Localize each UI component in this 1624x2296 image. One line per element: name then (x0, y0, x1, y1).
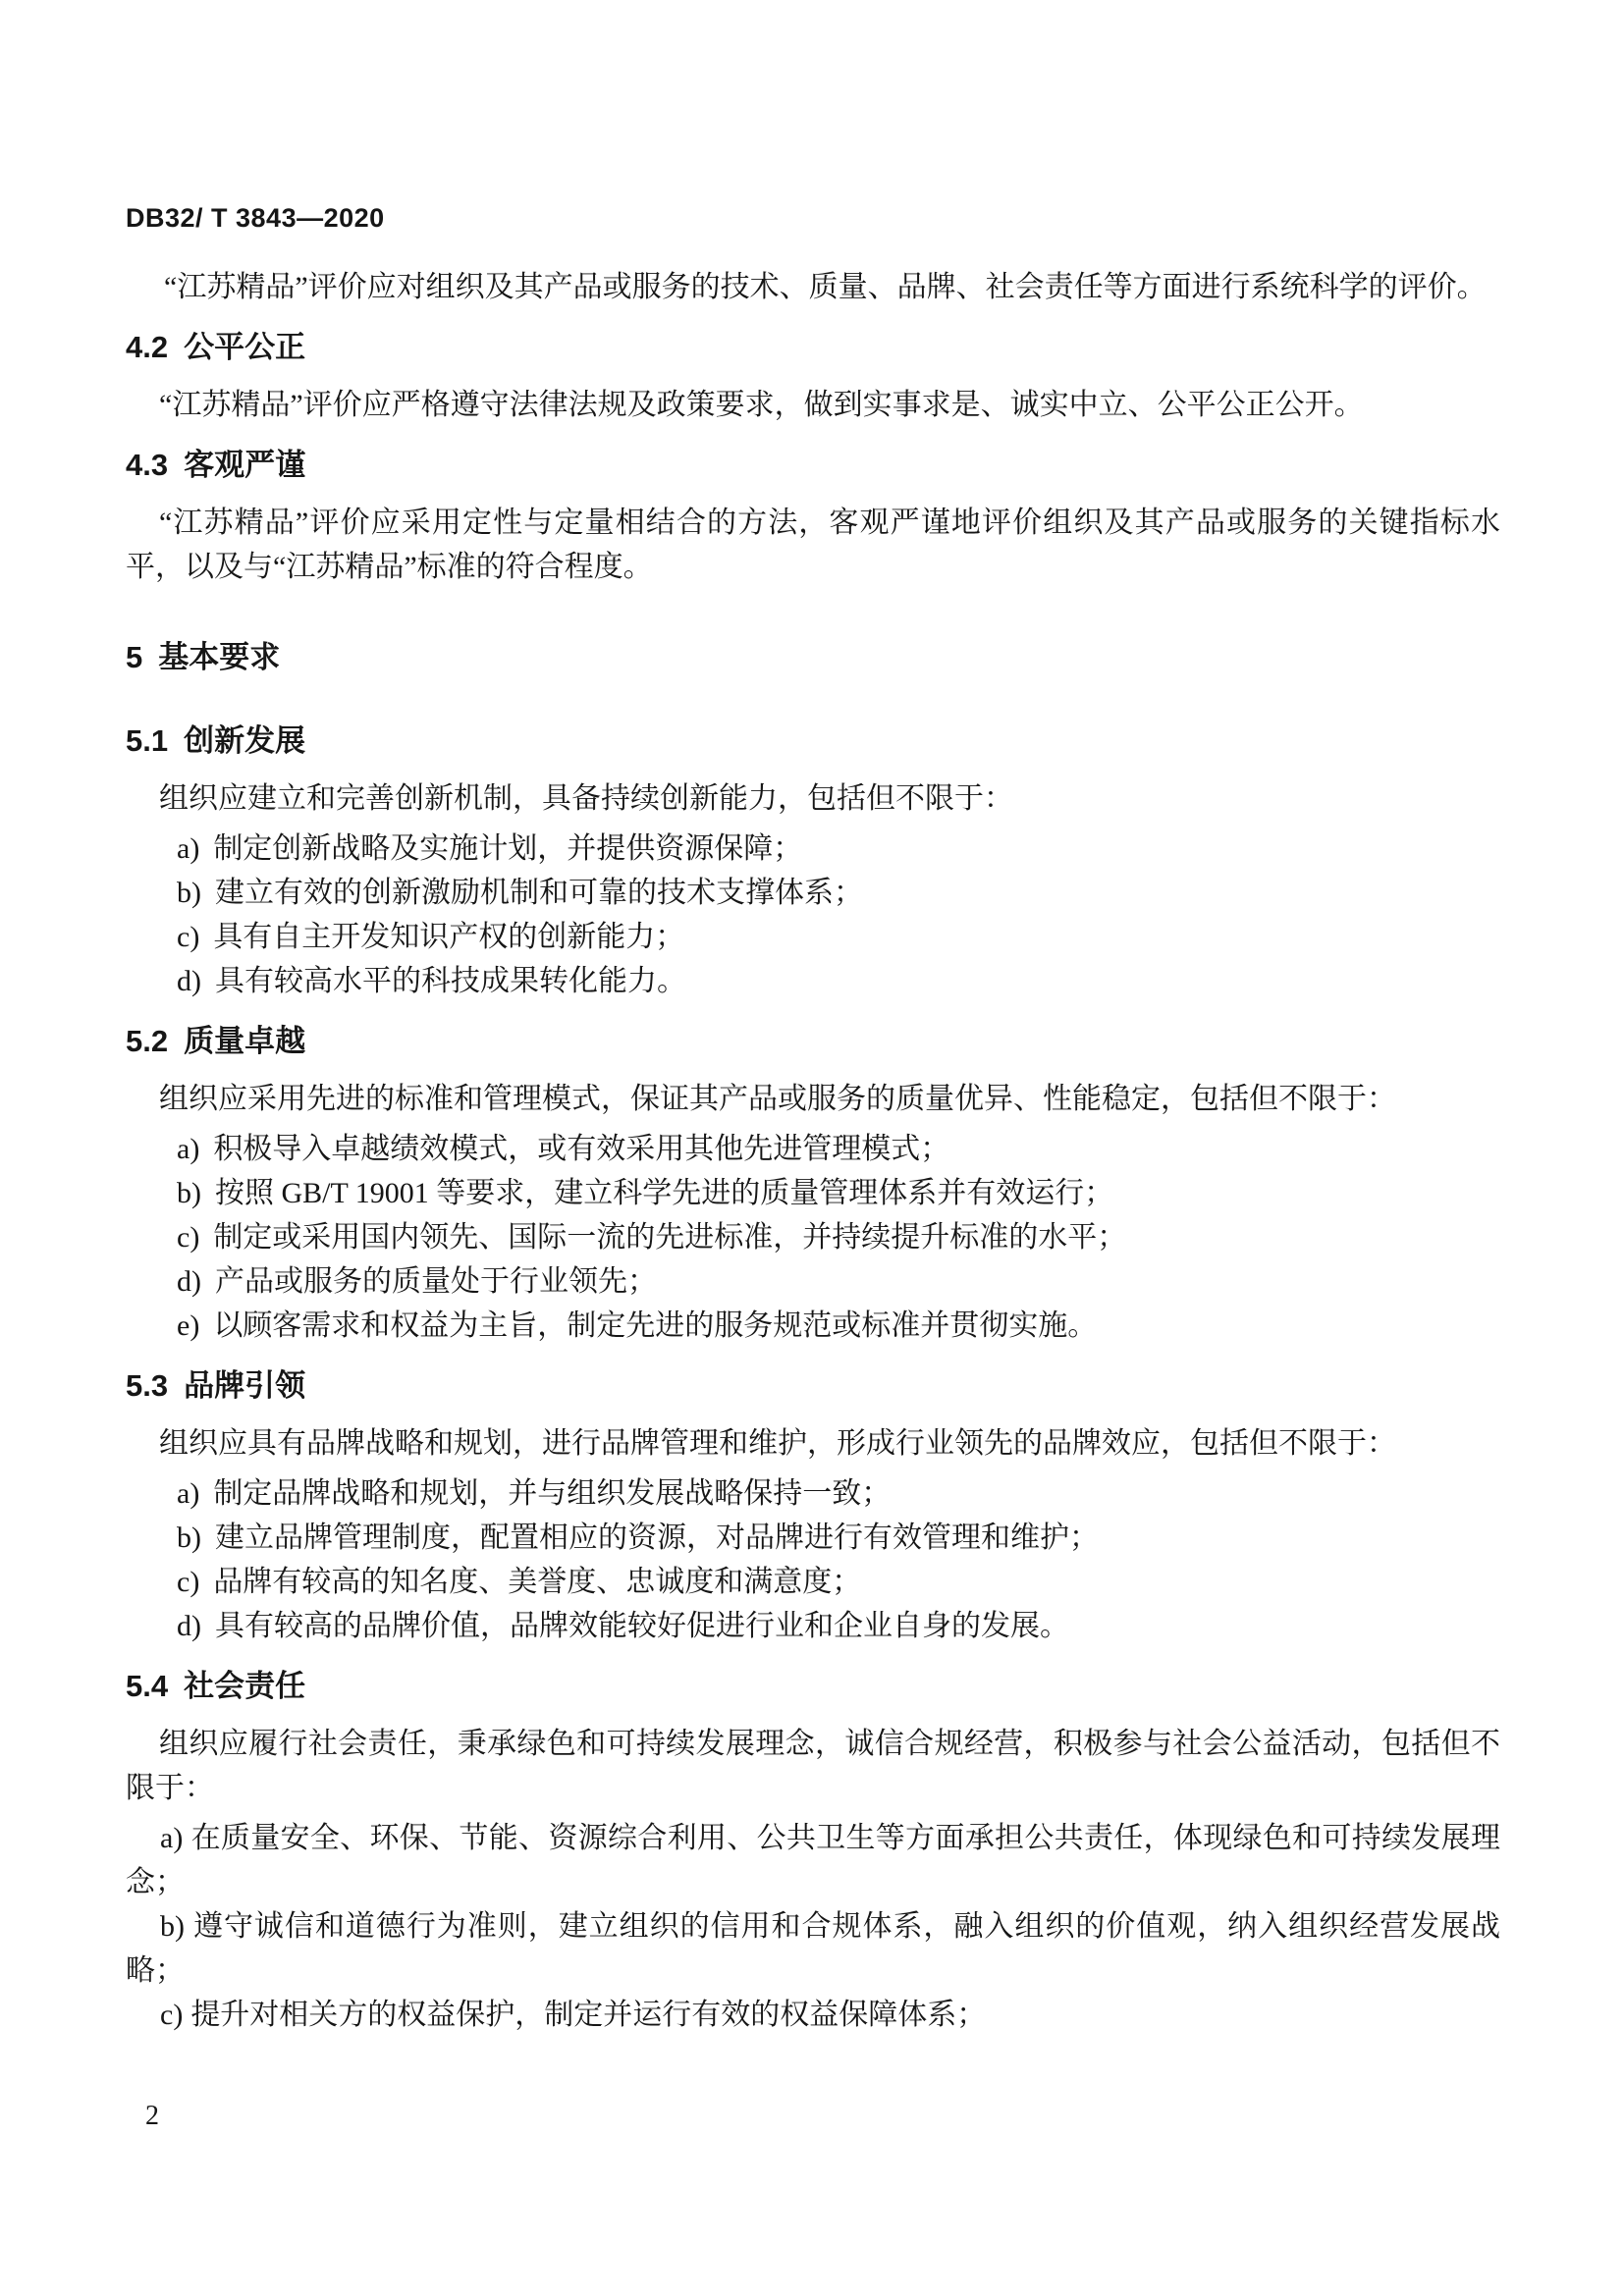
list-item (126, 1259, 1500, 1304)
item-label: b) (177, 877, 201, 909)
lead-paragraph: “江苏精品”评价应对组织及其产品或服务的技术、质量、品牌、社会责任等方面进行系统科学的评价。 (164, 271, 1487, 303)
section-paragraph: “江苏精品”评价应采用定性与定量相结合的方法，客观严谨地评价组织及其产品或服务的关键指标水平，以及与“江苏精品”标准的符合程度。 (126, 507, 1500, 583)
item-text: 具有较高的品牌价值，品牌效能较好促进行业和企业自身的发展。 (215, 1610, 1069, 1642)
item-text: 制定或采用国内领先、国际一流的先进标准，并持续提升标准的水平； (213, 1221, 1127, 1254)
item-label: c) (177, 921, 200, 953)
list-item (126, 1560, 1500, 1604)
chapter-number: 5 (126, 640, 143, 674)
section-heading-5-4 (126, 1664, 1500, 1708)
list-item (126, 915, 1500, 959)
list-5-2 (126, 1127, 1500, 1348)
list-item (126, 1993, 1500, 2037)
list-item (126, 1171, 1500, 1215)
section-heading-5-2 (126, 1019, 1500, 1063)
section-heading-4-2 (126, 325, 1500, 369)
list-item (126, 959, 1500, 1003)
section-heading-5-1 (126, 719, 1500, 763)
list-item (126, 1604, 1500, 1648)
item-label: c) (160, 1999, 184, 2031)
item-label: c) (177, 1566, 200, 1598)
item-label: a) (160, 1822, 184, 1854)
section-title: 客观严谨 (184, 448, 306, 482)
section-number: 5.1 (126, 723, 169, 758)
chapter-title: 基本要求 (158, 640, 281, 674)
item-label: b) (177, 1177, 201, 1209)
section-number: 5.3 (126, 1368, 169, 1403)
item-text: 建立有效的创新激励机制和可靠的技术支撑体系； (215, 877, 863, 909)
list-5-3 (126, 1471, 1500, 1648)
section-title: 公平公正 (184, 330, 306, 364)
section-title: 品牌引领 (184, 1368, 306, 1403)
item-label: d) (177, 1265, 201, 1298)
item-text: 提升对相关方的权益保护，制定并运行有效的权益保障体系； (190, 1999, 987, 2031)
list-item (126, 1516, 1500, 1560)
list-item (126, 1471, 1500, 1516)
section-title: 社会责任 (184, 1669, 306, 1703)
item-text: 按照 GB/T 19001 等要求，建立科学先进的质量管理体系并有效运行； (215, 1177, 1114, 1209)
item-text: 具有较高水平的科技成果转化能力。 (215, 965, 686, 997)
item-text: 以顾客需求和权益为主旨，制定先进的服务规范或标准并贯彻实施。 (213, 1309, 1098, 1342)
section-title: 质量卓越 (184, 1024, 306, 1058)
section-number: 5.2 (126, 1024, 169, 1058)
item-label: c) (177, 1221, 200, 1254)
item-label: a) (177, 1133, 200, 1165)
item-text: 产品或服务的质量处于行业领先； (215, 1265, 657, 1298)
item-label: b) (177, 1522, 201, 1554)
item-label: d) (177, 965, 201, 997)
list-item (126, 1904, 1500, 1993)
section-paragraph: 组织应具有品牌战略和规划，进行品牌管理和维护，形成行业领先的品牌效应，包括但不限于： (159, 1427, 1396, 1460)
list-item (126, 827, 1500, 871)
item-text: 遵守诚信和道德行为准则，建立组织的信用和合规体系，融入组织的价值观，纳入组织经营发展战略； (126, 1910, 1500, 1987)
section-paragraph: 组织应建立和完善创新机制，具备持续创新能力，包括但不限于： (159, 782, 1013, 815)
page-number: 2 (145, 2101, 159, 2131)
item-text: 制定创新战略及实施计划，并提供资源保障； (213, 832, 803, 865)
item-text: 在质量安全、环保、节能、资源综合利用、公共卫生等方面承担公共责任，体现绿色和可持续发展理念； (126, 1822, 1500, 1898)
document-code: DB32/ T 3843—2020 (126, 203, 385, 233)
item-label: a) (177, 832, 200, 865)
item-label: b) (160, 1910, 185, 1943)
item-text: 建立品牌管理制度，配置相应的资源，对品牌进行有效管理和维护； (215, 1522, 1099, 1554)
list-item (126, 1127, 1500, 1171)
list-5-4 (126, 1816, 1500, 2037)
list-5-1 (126, 827, 1500, 1003)
list-item (126, 871, 1500, 915)
item-label: d) (177, 1610, 201, 1642)
item-text: 制定品牌战略和规划，并与组织发展战略保持一致； (213, 1477, 892, 1510)
section-number: 4.3 (126, 448, 169, 482)
section-number: 5.4 (126, 1669, 169, 1703)
list-item (126, 1304, 1500, 1348)
section-paragraph: 组织应履行社会责任，秉承绿色和可持续发展理念，诚信合规经营，积极参与社会公益活动，包括但不限于： (126, 1728, 1500, 1804)
section-number: 4.2 (126, 330, 169, 364)
section-heading-4-3 (126, 443, 1500, 487)
list-item (126, 1816, 1500, 1904)
item-text: 品牌有较高的知名度、美誉度、忠诚度和满意度； (213, 1566, 862, 1598)
item-label: a) (177, 1477, 200, 1510)
item-text: 积极导入卓越绩效模式，或有效采用其他先进管理模式； (213, 1133, 950, 1165)
section-heading-5-3 (126, 1363, 1500, 1408)
item-label: e) (177, 1309, 200, 1342)
section-paragraph: 组织应采用先进的标准和管理模式，保证其产品或服务的质量优异、性能稳定，包括但不限于： (159, 1083, 1396, 1115)
section-paragraph: “江苏精品”评价应严格遵守法律法规及政策要求，做到实事求是、诚实中立、公平公正公开。 (159, 389, 1364, 421)
section-title: 创新发展 (184, 723, 306, 758)
chapter-heading-5 (126, 635, 1500, 679)
list-item (126, 1215, 1500, 1259)
item-text: 具有自主开发知识产权的创新能力； (213, 921, 685, 953)
